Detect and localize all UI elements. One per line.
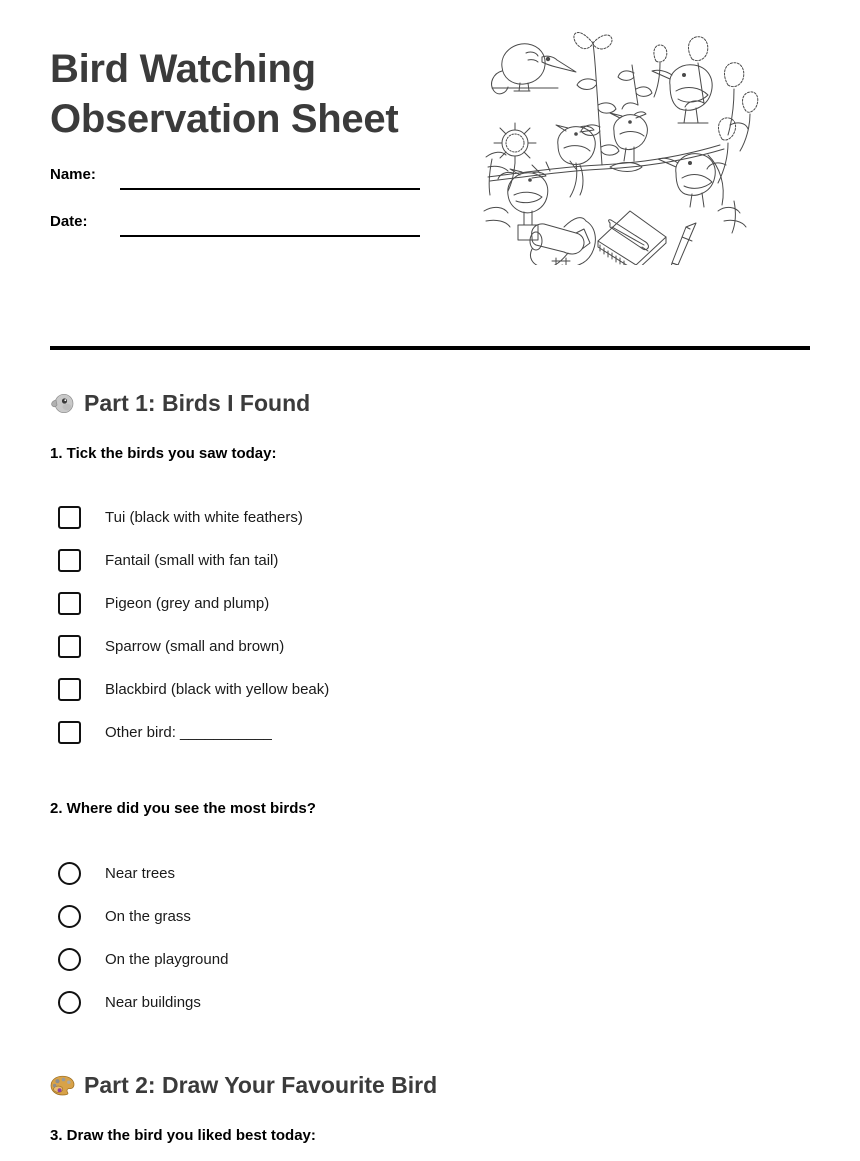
date-label: Date: xyxy=(50,213,88,230)
radio-near-buildings[interactable] xyxy=(58,991,81,1014)
notebook xyxy=(598,211,666,265)
bird-checkbox-list xyxy=(58,506,329,764)
checkbox-row[interactable] xyxy=(58,506,329,529)
checkbox-pigeon[interactable] xyxy=(58,592,81,615)
name-input-line[interactable] xyxy=(120,188,420,190)
birds-illustration xyxy=(480,15,760,265)
date-input-line[interactable] xyxy=(120,235,420,237)
radio-on-the-grass[interactable] xyxy=(58,905,81,928)
checkbox-row[interactable] xyxy=(58,678,329,701)
part-2-heading-text: Part 2: Draw Your Favourite Bird xyxy=(84,1072,438,1098)
page-title xyxy=(50,44,490,144)
bird-icon xyxy=(50,391,75,416)
checkbox-row[interactable] xyxy=(58,549,329,572)
radio-label: Near trees xyxy=(105,865,176,882)
part-2-heading xyxy=(50,1072,437,1099)
checkbox-sparrow[interactable] xyxy=(58,635,81,658)
radio-on-the-playground[interactable] xyxy=(58,948,81,971)
leaf-sprigs-left xyxy=(484,152,510,227)
question-2-label: 2. Where did you see the most birds? xyxy=(50,800,316,817)
checkbox-label: Blackbird (black with yellow beak) xyxy=(105,681,330,698)
binoculars xyxy=(530,218,595,265)
name-label: Name: xyxy=(50,166,96,183)
bird-upper-right xyxy=(652,65,712,123)
checkbox-label: Sparrow (small and brown) xyxy=(105,638,285,655)
checkbox-label: Tui (black with white feathers) xyxy=(105,509,303,526)
leaf-sprigs-right xyxy=(718,201,746,233)
artist-palette-icon xyxy=(50,1073,75,1098)
checkbox-label: Pigeon (grey and plump) xyxy=(105,595,270,612)
date-field-row xyxy=(50,211,430,245)
checkbox-label: Other bird: ___________ xyxy=(105,724,272,741)
checkbox-other-bird[interactable] xyxy=(58,721,81,744)
flower-stalk-center xyxy=(574,32,619,165)
page-title-line-1: Bird Watching xyxy=(50,47,316,91)
radio-row[interactable] xyxy=(58,948,228,971)
pencil xyxy=(670,223,696,265)
name-field-row xyxy=(50,164,430,198)
radio-row[interactable] xyxy=(58,905,228,928)
checkbox-row[interactable] xyxy=(58,635,329,658)
sprig-center xyxy=(618,45,667,109)
checkbox-row[interactable] xyxy=(58,721,329,744)
radio-near-trees[interactable] xyxy=(58,862,81,885)
checkbox-tui[interactable] xyxy=(58,506,81,529)
checkbox-row[interactable] xyxy=(58,592,329,615)
section-divider xyxy=(50,346,810,350)
checkbox-label: Fantail (small with fan tail) xyxy=(105,552,279,569)
radio-label: Near buildings xyxy=(105,994,201,1011)
radio-row[interactable] xyxy=(58,862,228,885)
kiwi-bird xyxy=(492,44,576,94)
question-1-label: 1. Tick the birds you saw today: xyxy=(50,445,277,462)
part-1-heading-text: Part 1: Birds I Found xyxy=(84,390,311,416)
page-title-line-2: Observation Sheet xyxy=(50,97,399,141)
question-3-label: 3. Draw the bird you liked best today: xyxy=(50,1127,316,1144)
checkbox-fantail[interactable] xyxy=(58,549,81,572)
location-radio-list xyxy=(58,862,228,1034)
bird-left-lower xyxy=(508,169,548,240)
checkbox-blackbird[interactable] xyxy=(58,678,81,701)
radio-label: On the grass xyxy=(105,908,191,925)
part-1-heading xyxy=(50,390,310,417)
radio-label: On the playground xyxy=(105,951,229,968)
radio-row[interactable] xyxy=(58,991,228,1014)
